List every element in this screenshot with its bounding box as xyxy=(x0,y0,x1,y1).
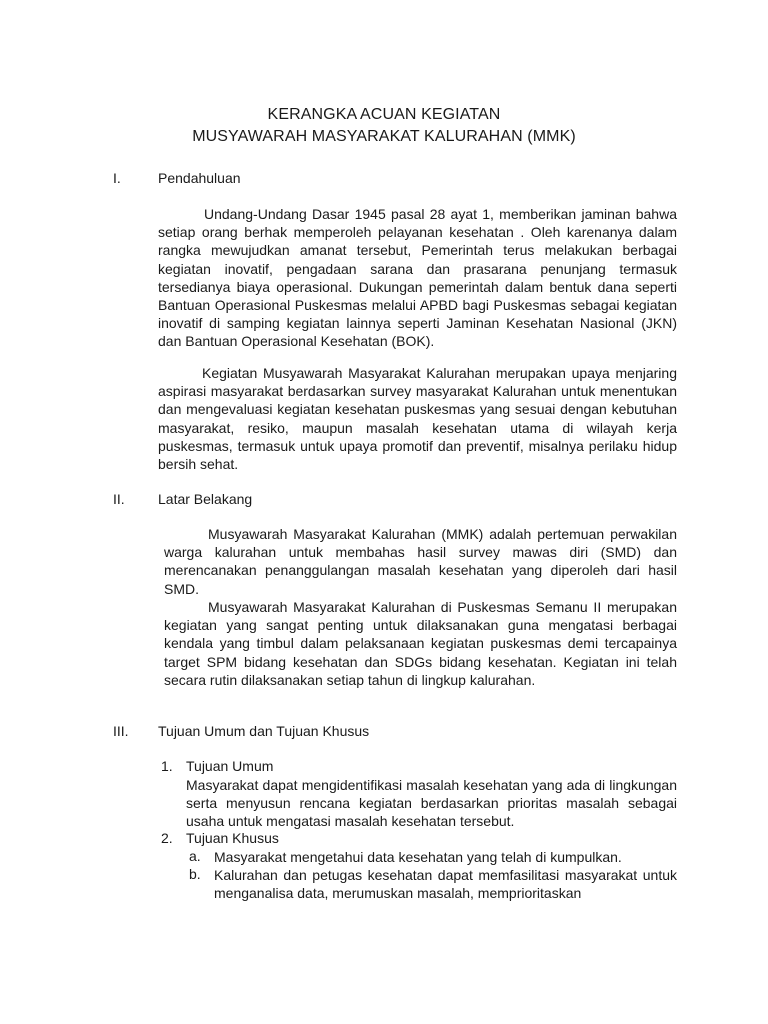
section-title: Tujuan Umum dan Tujuan Khusus xyxy=(158,723,370,739)
section-number: II. xyxy=(113,491,125,507)
sub-item-letter: b. xyxy=(189,866,201,882)
section-paragraph: Kegiatan Musyawarah Masyarakat Kalurahan merupakan upaya menjaring aspirasi masyarakat berdasarkan survey masyarakat Kalurahan untuk menentukan dan mengevaluasi kegiatan kesehatan puskesmas yang sesuai dengan kebutuhan masyarakat, resiko, maupun masalah kesehatan utama di wilayah kerja puskesmas, termasuk untuk upaya promotif dan preventif, misalnya perilaku hidup bersih sehat. xyxy=(158,365,677,473)
section-paragraph: Musyawarah Masyarakat Kalurahan (MMK) adalah pertemuan perwakilan warga kalurahan untuk membahas hasil survey mawas diri (SMD) dan merencanakan penanggulangan masalah kesehatan yang diperoleh dari hasil SMD. xyxy=(164,526,677,597)
list-item-title: Tujuan Umum xyxy=(186,758,274,774)
list-item-number: 1. xyxy=(161,758,173,774)
section-paragraph: Undang-Undang Dasar 1945 pasal 28 ayat 1, memberikan jaminan bahwa setiap orang berhak memperoleh pelayanan kesehatan . Oleh karenanya dalam rangka mewujudkan amanat tersebut, Pemerintah terus melakukan berbagai kegiatan inovatif, pengadaan sarana dan prasarana penunjang termasuk tersedianya biaya operasional. Dukungan pemerintah dalam bentuk dana seperti Bantuan Operasional Puskesmas melalui APBD bagi Puskesmas sebagai kegiatan inovatif di samping kegiatan lainnya seperti Jaminan Kesehatan Nasional (JKN) dan Bantuan Operasional Kesehatan (BOK). xyxy=(158,206,677,350)
document-title-line-1: KERANGKA ACUAN KEGIATAN xyxy=(267,106,501,123)
section-number: III. xyxy=(113,723,129,739)
list-item-title: Tujuan Khusus xyxy=(186,830,279,846)
section-title: Pendahuluan xyxy=(158,170,241,186)
sub-item-letter: a. xyxy=(189,848,201,864)
sub-item-text: Masyarakat mengetahui data kesehatan yang telah di kumpulkan. xyxy=(214,849,622,865)
section-title: Latar Belakang xyxy=(158,491,253,507)
list-item-number: 2. xyxy=(161,830,173,846)
list-item-text: Masyarakat dapat mengidentifikasi masalah kesehatan yang ada di lingkungan serta menyusun rencana kegiatan berdasarkan prioritas masalah sebagai usaha untuk mengatasi masalah kesehatan tersebut. xyxy=(186,777,677,830)
section-paragraph: Musyawarah Masyarakat Kalurahan di Puskesmas Semanu II merupakan kegiatan yang sangat penting untuk dilaksanakan guna mengatasi berbagai kendala yang timbul dalam pelaksanaan kegiatan puskesmas demi tercapainya target SPM bidang kesehatan dan SDGs bidang kesehatan. Kegiatan ini telah secara rutin dilaksanakan setiap tahun di lingkup kalurahan. xyxy=(164,599,677,688)
document-title-line-2: MUSYAWARAH MASYARAKAT KALURAHAN (MMK) xyxy=(192,128,576,145)
sub-item-text: Kalurahan dan petugas kesehatan dapat memfasilitasi masyarakat untuk menganalisa data, merumuskan masalah, memprioritaskan xyxy=(214,867,677,902)
section-number: I. xyxy=(113,170,121,186)
